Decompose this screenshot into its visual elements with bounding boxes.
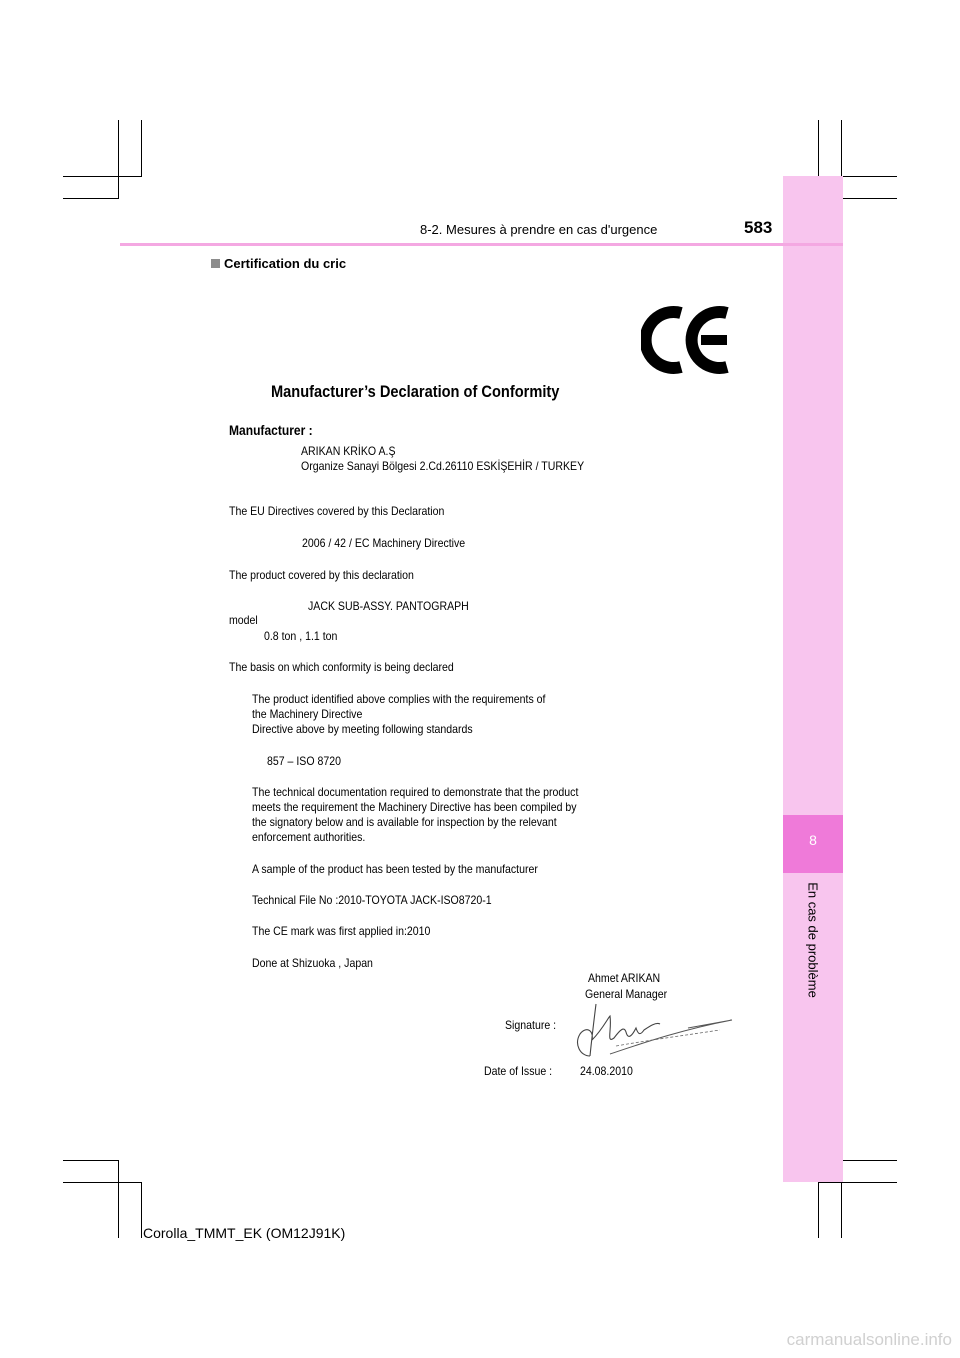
directive: 2006 / 42 / EC Machinery Directive — [302, 536, 466, 550]
basis-label: The basis on which conformity is being declared — [229, 660, 454, 674]
chapter-number: 8 — [809, 832, 817, 848]
header-rule — [120, 243, 843, 246]
signatory-title: General Manager — [585, 987, 668, 1001]
chapter-label: En cas de problème — [805, 882, 821, 998]
technical-line: the signatory below and is available for inspection by the relevant — [252, 815, 557, 829]
done-at: Done at Shizuoka , Japan — [252, 956, 373, 970]
signature-label: Signature : — [505, 1018, 557, 1032]
declaration-title: Manufacturer’s Declaration of Conformity — [271, 382, 560, 401]
product-name: JACK SUB-ASSY. PANTOGRAPH — [308, 599, 469, 613]
section-heading: Certification du cric — [211, 256, 346, 271]
manual-id: Corolla_TMMT_EK (OM12J91K) — [143, 1225, 346, 1241]
ce-applied: The CE mark was first applied in:2010 — [252, 924, 431, 938]
chapter-sidebar — [783, 176, 843, 1182]
date-label: Date of Issue : — [484, 1064, 553, 1078]
sample-tested: A sample of the product has been tested by the manufacturer — [252, 862, 538, 876]
model-values: 0.8 ton , 1.1 ton — [264, 629, 338, 643]
technical-line: meets the requirement the Machinery Directive has been compiled by — [252, 800, 577, 814]
signatory-name: Ahmet ARIKAN — [588, 971, 661, 985]
manufacturer-label: Manufacturer : — [229, 422, 313, 438]
model-label: model — [229, 613, 258, 627]
technical-file: Technical File No :2010-TOYOTA JACK-ISO8720-1 — [252, 893, 492, 907]
directives-label: The EU Directives covered by this Declaration — [229, 504, 445, 518]
manufacturer-name: ARIKAN KRİKO A.Ş — [301, 444, 396, 458]
technical-line: The technical documentation required to demonstrate that the product — [252, 785, 579, 799]
section-header: 8-2. Mesures à prendre en cas d'urgence — [420, 222, 658, 237]
standard: 857 – ISO 8720 — [267, 754, 341, 768]
page-number: 583 — [744, 218, 773, 237]
basis-line: Directive above by meeting following standards — [252, 722, 473, 736]
watermark: carmanualsonline.info — [786, 1330, 952, 1349]
bullet-square-icon — [211, 259, 220, 268]
basis-line: the Machinery Directive — [252, 707, 363, 721]
manufacturer-address: Organize Sanayi Bölgesi 2.Cd.26110 ESKİŞEHİR / TURKEY — [301, 459, 585, 473]
product-label: The product covered by this declaration — [229, 568, 414, 582]
ce-mark-icon — [641, 305, 733, 375]
date-value: 24.08.2010 — [580, 1064, 633, 1078]
basis-line: The product identified above complies with the requirements of — [252, 692, 546, 706]
signature-image — [570, 1000, 740, 1062]
technical-line: enforcement authorities. — [252, 830, 366, 844]
